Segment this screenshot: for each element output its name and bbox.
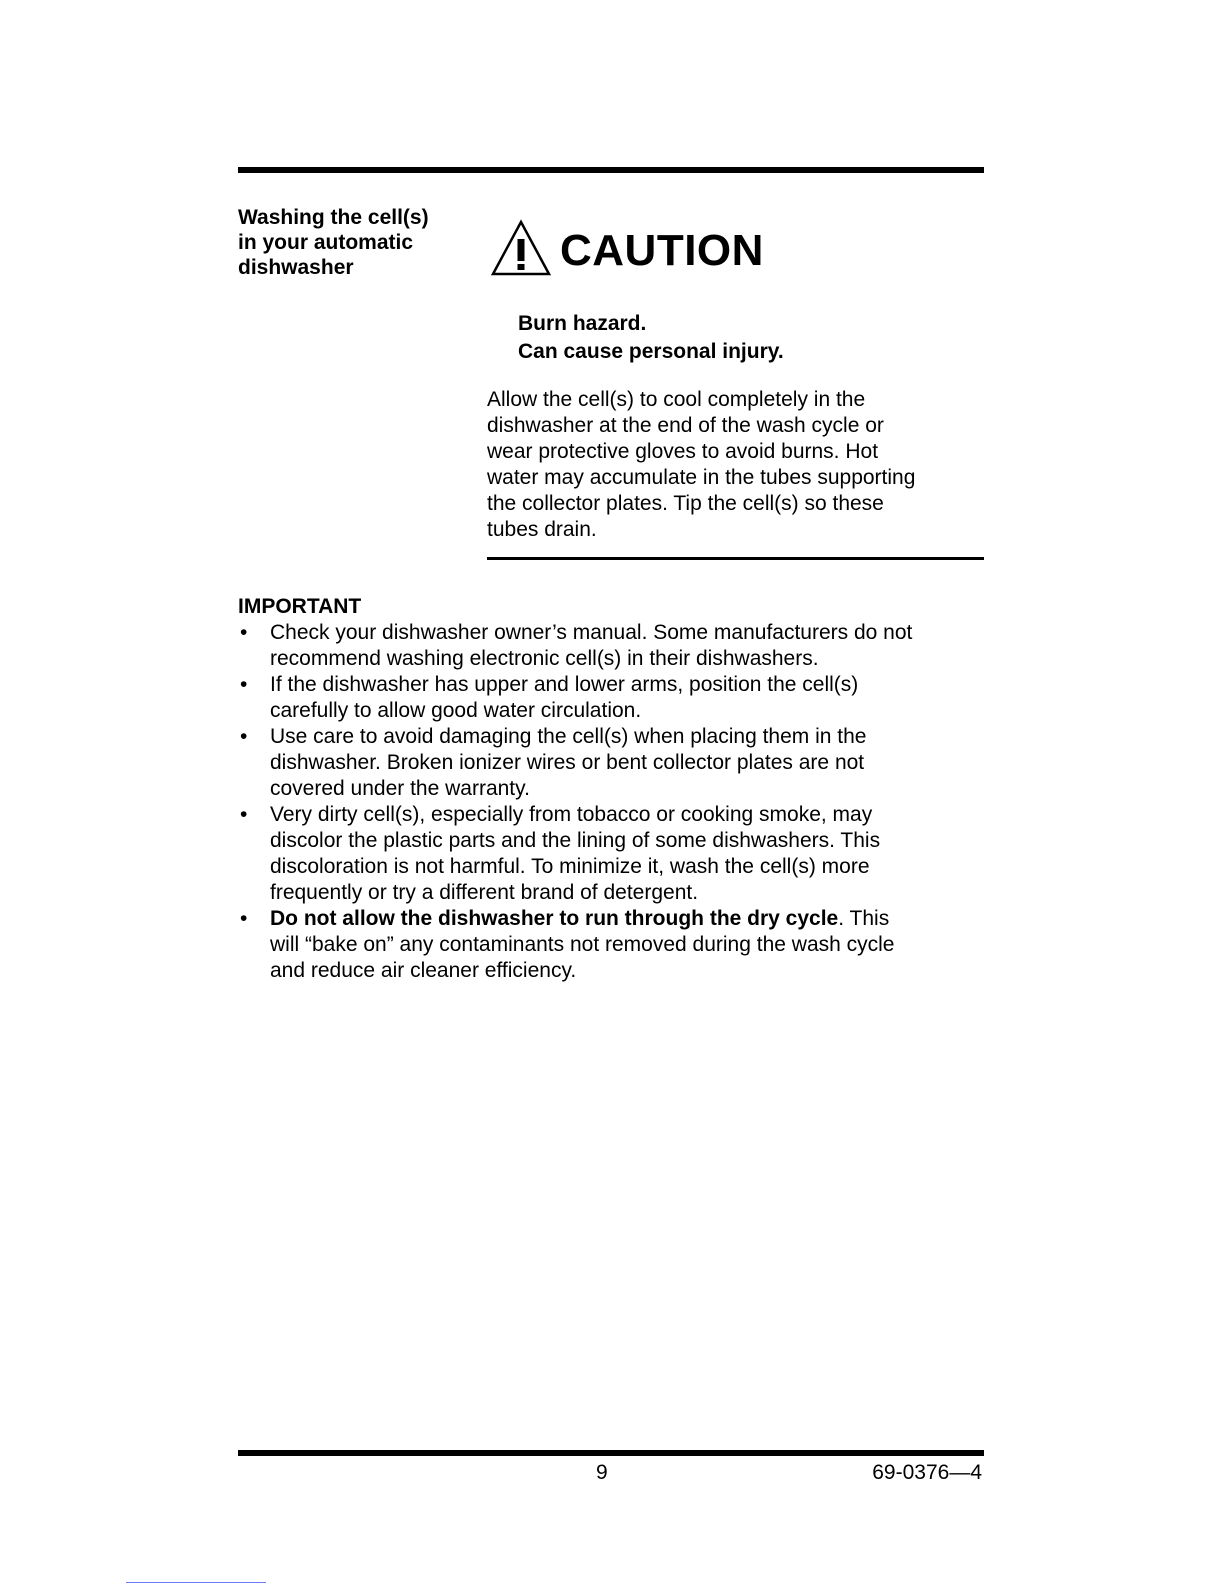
list-item-line: carefully to allow good water circulation. xyxy=(270,699,642,722)
dry-cycle-warning: Do not allow the dishwasher to run through the dry cycle xyxy=(270,907,839,930)
page-number: 9 xyxy=(596,1461,608,1484)
list-item-line: discolor the plastic parts and the lining of some dishwashers. This xyxy=(270,829,881,852)
list-item-line: covered under the warranty. xyxy=(270,777,530,800)
warning-triangle-icon xyxy=(490,219,552,277)
list-item-line: Very dirty cell(s), especially from tobacco or cooking smoke, may xyxy=(270,803,873,826)
list-item xyxy=(238,672,990,724)
top-rule xyxy=(238,167,984,173)
important-list xyxy=(238,620,990,984)
section-heading xyxy=(238,205,468,280)
hazard-line: Burn hazard. xyxy=(518,312,647,335)
bottom-edge-line xyxy=(126,1582,266,1583)
caution-body-line: wear protective gloves to avoid burns. Hot xyxy=(487,440,879,463)
list-item xyxy=(238,906,990,984)
hazard-statement xyxy=(518,310,784,366)
list-item-line: will “bake on” any contaminants not removed during the wash cycle xyxy=(270,933,895,956)
list-item-line: dishwasher. Broken ionizer wires or bent collector plates are not xyxy=(270,751,865,774)
section-heading-line: dishwasher xyxy=(238,256,354,279)
list-item xyxy=(238,724,990,802)
section-heading-line: Washing the cell(s) xyxy=(238,206,429,229)
list-item-line: Use care to avoid damaging the cell(s) when placing them in the xyxy=(270,725,867,748)
caution-body-line: water may accumulate in the tubes supporting xyxy=(487,466,916,489)
list-item xyxy=(238,620,990,672)
list-item-line: recommend washing electronic cell(s) in their dishwashers. xyxy=(270,647,819,670)
caution-body-line: the collector plates. Tip the cell(s) so these xyxy=(487,492,884,515)
hazard-line: Can cause personal injury. xyxy=(518,340,784,363)
list-item-line: frequently or try a different brand of detergent. xyxy=(270,881,699,904)
bullet-icon: • xyxy=(240,907,248,930)
caution-divider xyxy=(487,557,984,560)
caution-body-line: tubes drain. xyxy=(487,518,597,541)
bullet-icon: • xyxy=(240,673,248,696)
list-item-line: and reduce air cleaner efficiency. xyxy=(270,959,577,982)
caution-header xyxy=(490,213,764,283)
bullet-icon: • xyxy=(240,621,248,644)
document-number: 69-0376—4 xyxy=(872,1461,982,1484)
list-item xyxy=(238,802,990,906)
list-item-line: If the dishwasher has upper and lower arms, position the cell(s) xyxy=(270,673,859,696)
important-heading: IMPORTANT xyxy=(238,595,362,618)
caution-title: CAUTION xyxy=(560,226,764,275)
list-item-text: . This xyxy=(838,907,890,930)
caution-body-line: dishwasher at the end of the wash cycle or xyxy=(487,414,884,437)
bullet-icon: • xyxy=(240,803,248,826)
caution-body xyxy=(487,387,977,543)
section-heading-line: in your automatic xyxy=(238,231,414,254)
list-item-line xyxy=(270,906,990,932)
list-item-line: Check your dishwasher owner’s manual. Some manufacturers do not xyxy=(270,621,913,644)
caution-body-line: Allow the cell(s) to cool completely in the xyxy=(487,388,866,411)
list-item-line: discoloration is not harmful. To minimize it, wash the cell(s) more xyxy=(270,855,870,878)
footer-rule xyxy=(238,1450,984,1456)
bullet-icon: • xyxy=(240,725,248,748)
